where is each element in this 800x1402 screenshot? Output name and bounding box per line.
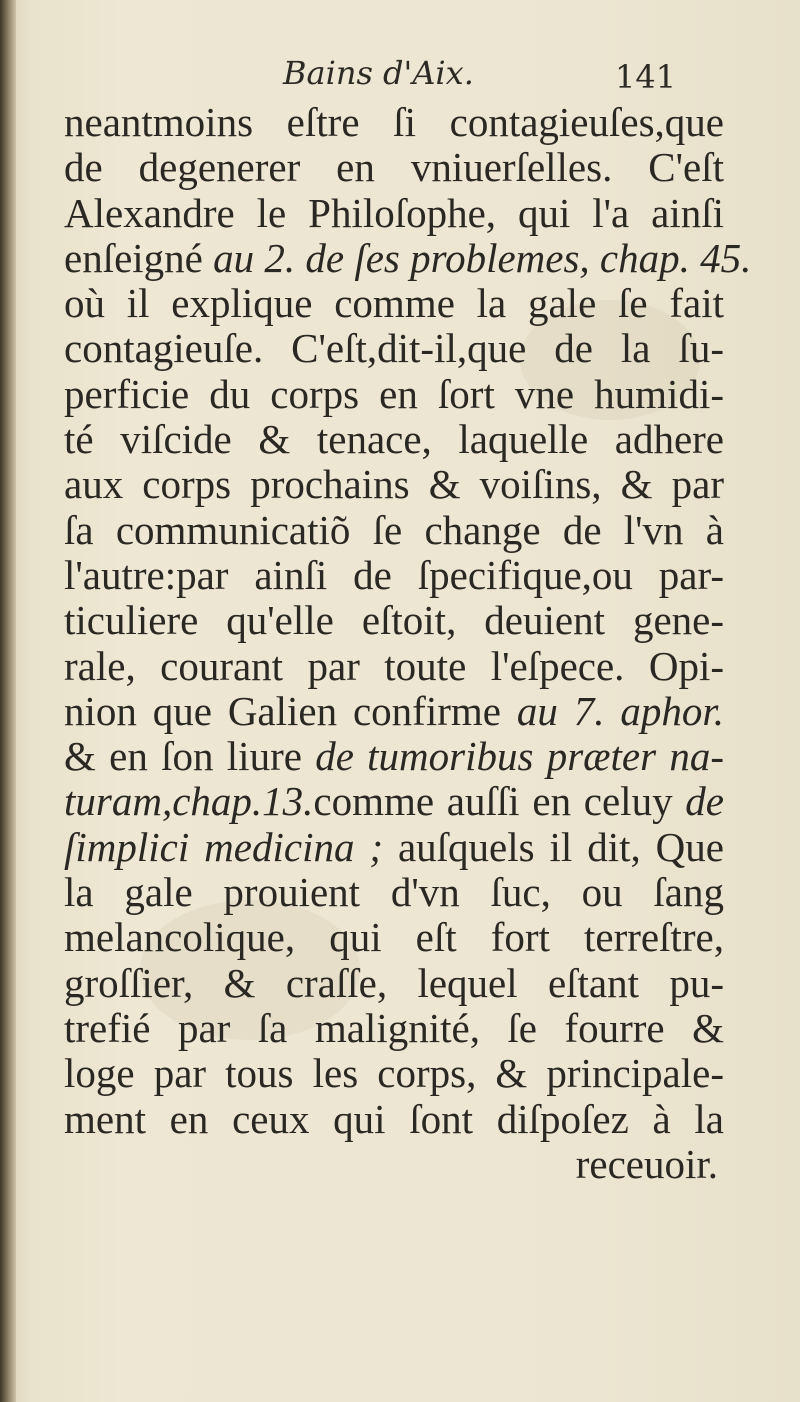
text-line (64, 1006, 724, 1051)
running-header (0, 54, 800, 100)
text-line (64, 145, 724, 190)
line-text: ticuliere qu'elle eſtoit, deuient gene- (64, 597, 724, 644)
text-line (64, 100, 724, 145)
italic-reference: de (685, 778, 724, 825)
text-line (64, 598, 724, 643)
text-line (64, 689, 724, 734)
text-line (64, 234, 752, 281)
line-text: la gale prouient d'vn ſuc, ou ſang (64, 869, 724, 916)
line-text: loge par tous les corps, & principale- (64, 1050, 724, 1097)
page-number: 141 (615, 58, 677, 96)
line-text: nion que Galien confirme (64, 687, 517, 734)
line-text: où il explique comme la gale ſe fait (64, 280, 724, 327)
running-title: Bains d'Aix. (283, 54, 474, 92)
page-gutter-shadow (0, 0, 16, 1402)
line-text: neantmoins eſtre ſi contagieuſes,que (64, 99, 724, 145)
italic-reference: au 7. aphor. (516, 687, 724, 734)
italic-reference: de tumoribus præter na- (315, 733, 724, 780)
text-line (64, 1142, 724, 1187)
text-line (64, 734, 724, 779)
text-line (64, 644, 724, 689)
text-line (64, 326, 724, 371)
line-text: aux corps prochains & voiſins, & par (64, 461, 724, 508)
body-text (64, 99, 752, 1187)
line-text: trefié par ſa malignité, ſe fourre & (64, 1004, 724, 1051)
italic-reference: ſimplici medicina ; (64, 823, 384, 870)
line-text: ſa communicatiõ ſe change de l'vn à (64, 506, 724, 553)
text-line (64, 191, 724, 236)
line-text: & en ſon liure (64, 733, 316, 780)
text-line (64, 417, 724, 462)
text-line (64, 870, 724, 915)
text-line (64, 961, 724, 1006)
line-text: comme auſſi en celuy (313, 778, 686, 825)
line-text: auſquels il dit, Que (383, 823, 724, 870)
text-line (64, 508, 724, 553)
line-text: de degenerer en vniuerſelles. C'eſt (64, 144, 724, 191)
text-line (64, 553, 724, 598)
text-line (64, 915, 724, 960)
text-line (64, 372, 724, 417)
line-text: l'autre:par ainſi de ſpecifique,ou par- (64, 551, 724, 598)
line-text: ment en ceux qui ſont diſpoſez à la (64, 1095, 724, 1142)
line-text: melancolique, qui eſt fort terreſtre, (64, 914, 724, 961)
line-text: receuoir. (575, 1140, 718, 1187)
text-line (64, 1097, 724, 1142)
line-text: Alexandre le Philoſophe, qui l'a ainſi (64, 189, 724, 236)
text-line (64, 281, 724, 326)
italic-reference: au 2. de ſes problemes, chap. 45. (213, 234, 752, 281)
text-line (64, 1051, 724, 1096)
line-text: enſeigné (64, 234, 214, 281)
line-text: contagieuſe. C'eſt,dit-il,que de la ſu- (64, 325, 724, 372)
line-text: té viſcide & tenace, laquelle adhere (64, 416, 724, 463)
line-text: rale, courant par toute l'eſpece. Opi- (64, 642, 724, 689)
text-line (64, 462, 724, 507)
text-line (64, 779, 724, 824)
line-text: perficie du corps en ſort vne humidi- (64, 370, 724, 417)
text-line (64, 825, 724, 870)
line-text: groſſier, & craſſe, lequel eſtant pu- (64, 959, 724, 1006)
italic-reference: turam,chap.13. (64, 778, 314, 825)
